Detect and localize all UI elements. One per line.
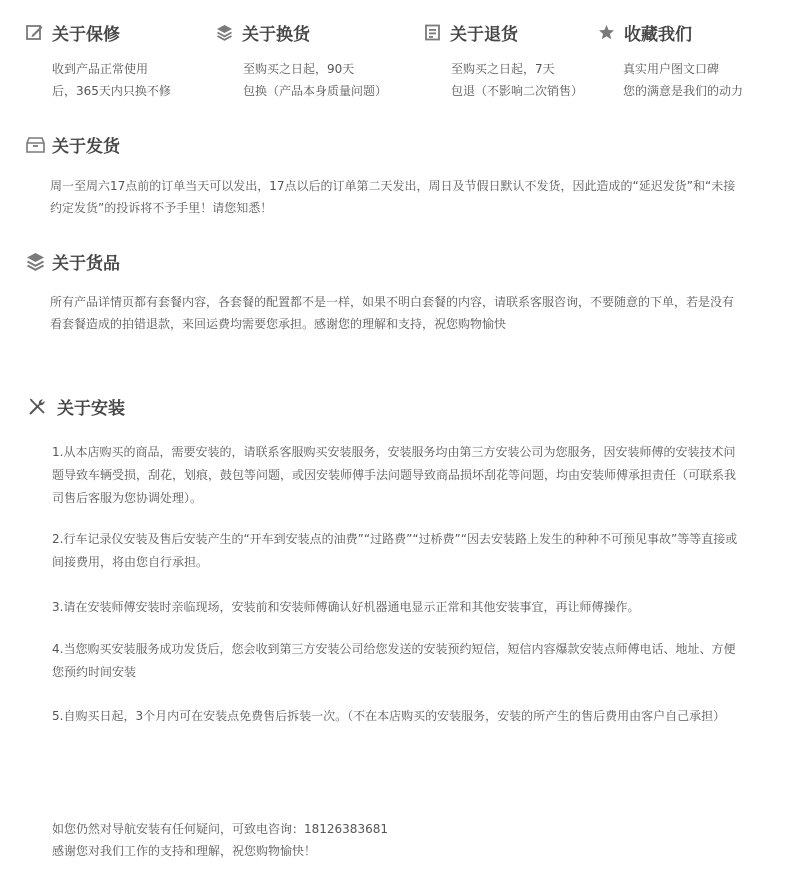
document-icon	[423, 23, 441, 41]
shipping-section	[25, 131, 745, 219]
exchange-section	[215, 20, 387, 102]
warranty-section	[25, 20, 171, 102]
install-item-5: 5.自购买日起，3个月内可在安装点免费售后拆装一次。（不在本店购买的安装服务，安装的所产生的售后费用由客户自己承担）	[52, 709, 726, 723]
install-item-2: 2.行车记录仪安装及售后安装产生的“开车到安装点的油费”“过路费”“过桥费”“因去安装路上发生的种种不可预见事故”等等直接或间接费用，将由您自行承担。	[52, 532, 738, 569]
favorite-line-2: 您的满意是我们的动力	[623, 84, 744, 98]
warranty-title: 关于保修	[52, 24, 120, 45]
exchange-title: 关于换货	[242, 24, 310, 45]
exchange-line-2: 包换（产品本身质量问题）	[243, 84, 388, 98]
footer-contact-line: 如您仍然对导航安装有任何疑问，可致电咨询：18126383681	[52, 822, 388, 836]
tools-icon	[27, 396, 47, 416]
install-item-4: 4.当您购买安装服务成功发货后，您会收到第三方安装公司给您发送的安装预约短信，短信内容爆款安装点师傅电话、地址、方便您预约时间安装	[52, 642, 736, 679]
install-section	[27, 393, 747, 419]
edit-icon	[25, 23, 43, 41]
goods-text: 所有产品详情页都有套餐内容，各套餐的配置都不是一样，如果不明白套餐的内容，请联系客服咨询，不要随意的下单，若是没有看套餐造成的拍错退款，来回运费均需要您承担。感谢您的理解和支持，祝您购物愉快	[50, 295, 735, 331]
return-title: 关于退货	[450, 24, 518, 45]
warranty-line-2: 后，365天内只换不修	[52, 84, 171, 98]
star-icon	[597, 23, 615, 41]
shipping-title: 关于发货	[52, 136, 120, 157]
return-line-2: 包退（不影响二次销售）	[451, 84, 584, 98]
exchange-line-1: 至购买之日起，90天	[243, 62, 355, 76]
install-item-3: 3.请在安装师傅安装时亲临现场，安装前和安装师傅确认好机器通电显示正常和其他安装事宜，再让师傅操作。	[52, 600, 640, 614]
favorite-title: 收藏我们	[624, 24, 692, 45]
layers-icon	[25, 251, 45, 271]
shipping-text: 周一至周六17点前的订单当天可以发出，17点以后的订单第二天发出，周日及节假日默认不发货，因此造成的“延迟发货”和“未接约定发货”的投诉将不予手里！请您知悉！	[50, 179, 736, 215]
goods-section	[25, 248, 745, 335]
layers-icon	[215, 23, 233, 41]
footer-note	[52, 818, 388, 862]
install-item-1: 1.从本店购买的商品，需要安装的，请联系客服购买安装服务，安装服务均由第三方安装公司为您服务，因安装师傅的安装技术问题导致车辆受损，刮花，划痕，鼓包等问题，或因安装师傅手法问题导致商品损坏刮花等问题，均由安装师傅承担责任（可联系我司售后客服为您协调处理）。	[52, 445, 737, 505]
goods-title: 关于货品	[52, 253, 120, 274]
return-section	[423, 20, 583, 102]
package-icon	[25, 134, 45, 154]
install-title: 关于安装	[57, 398, 125, 419]
favorite-line-1: 真实用户图文口碑	[623, 62, 720, 76]
warranty-line-1: 收到产品正常使用	[52, 62, 149, 76]
return-line-1: 至购买之日起，7天	[451, 62, 555, 76]
favorite-section	[597, 20, 743, 102]
footer-thanks-line: 感谢您对我们工作的支持和理解，祝您购物愉快！	[52, 844, 317, 858]
